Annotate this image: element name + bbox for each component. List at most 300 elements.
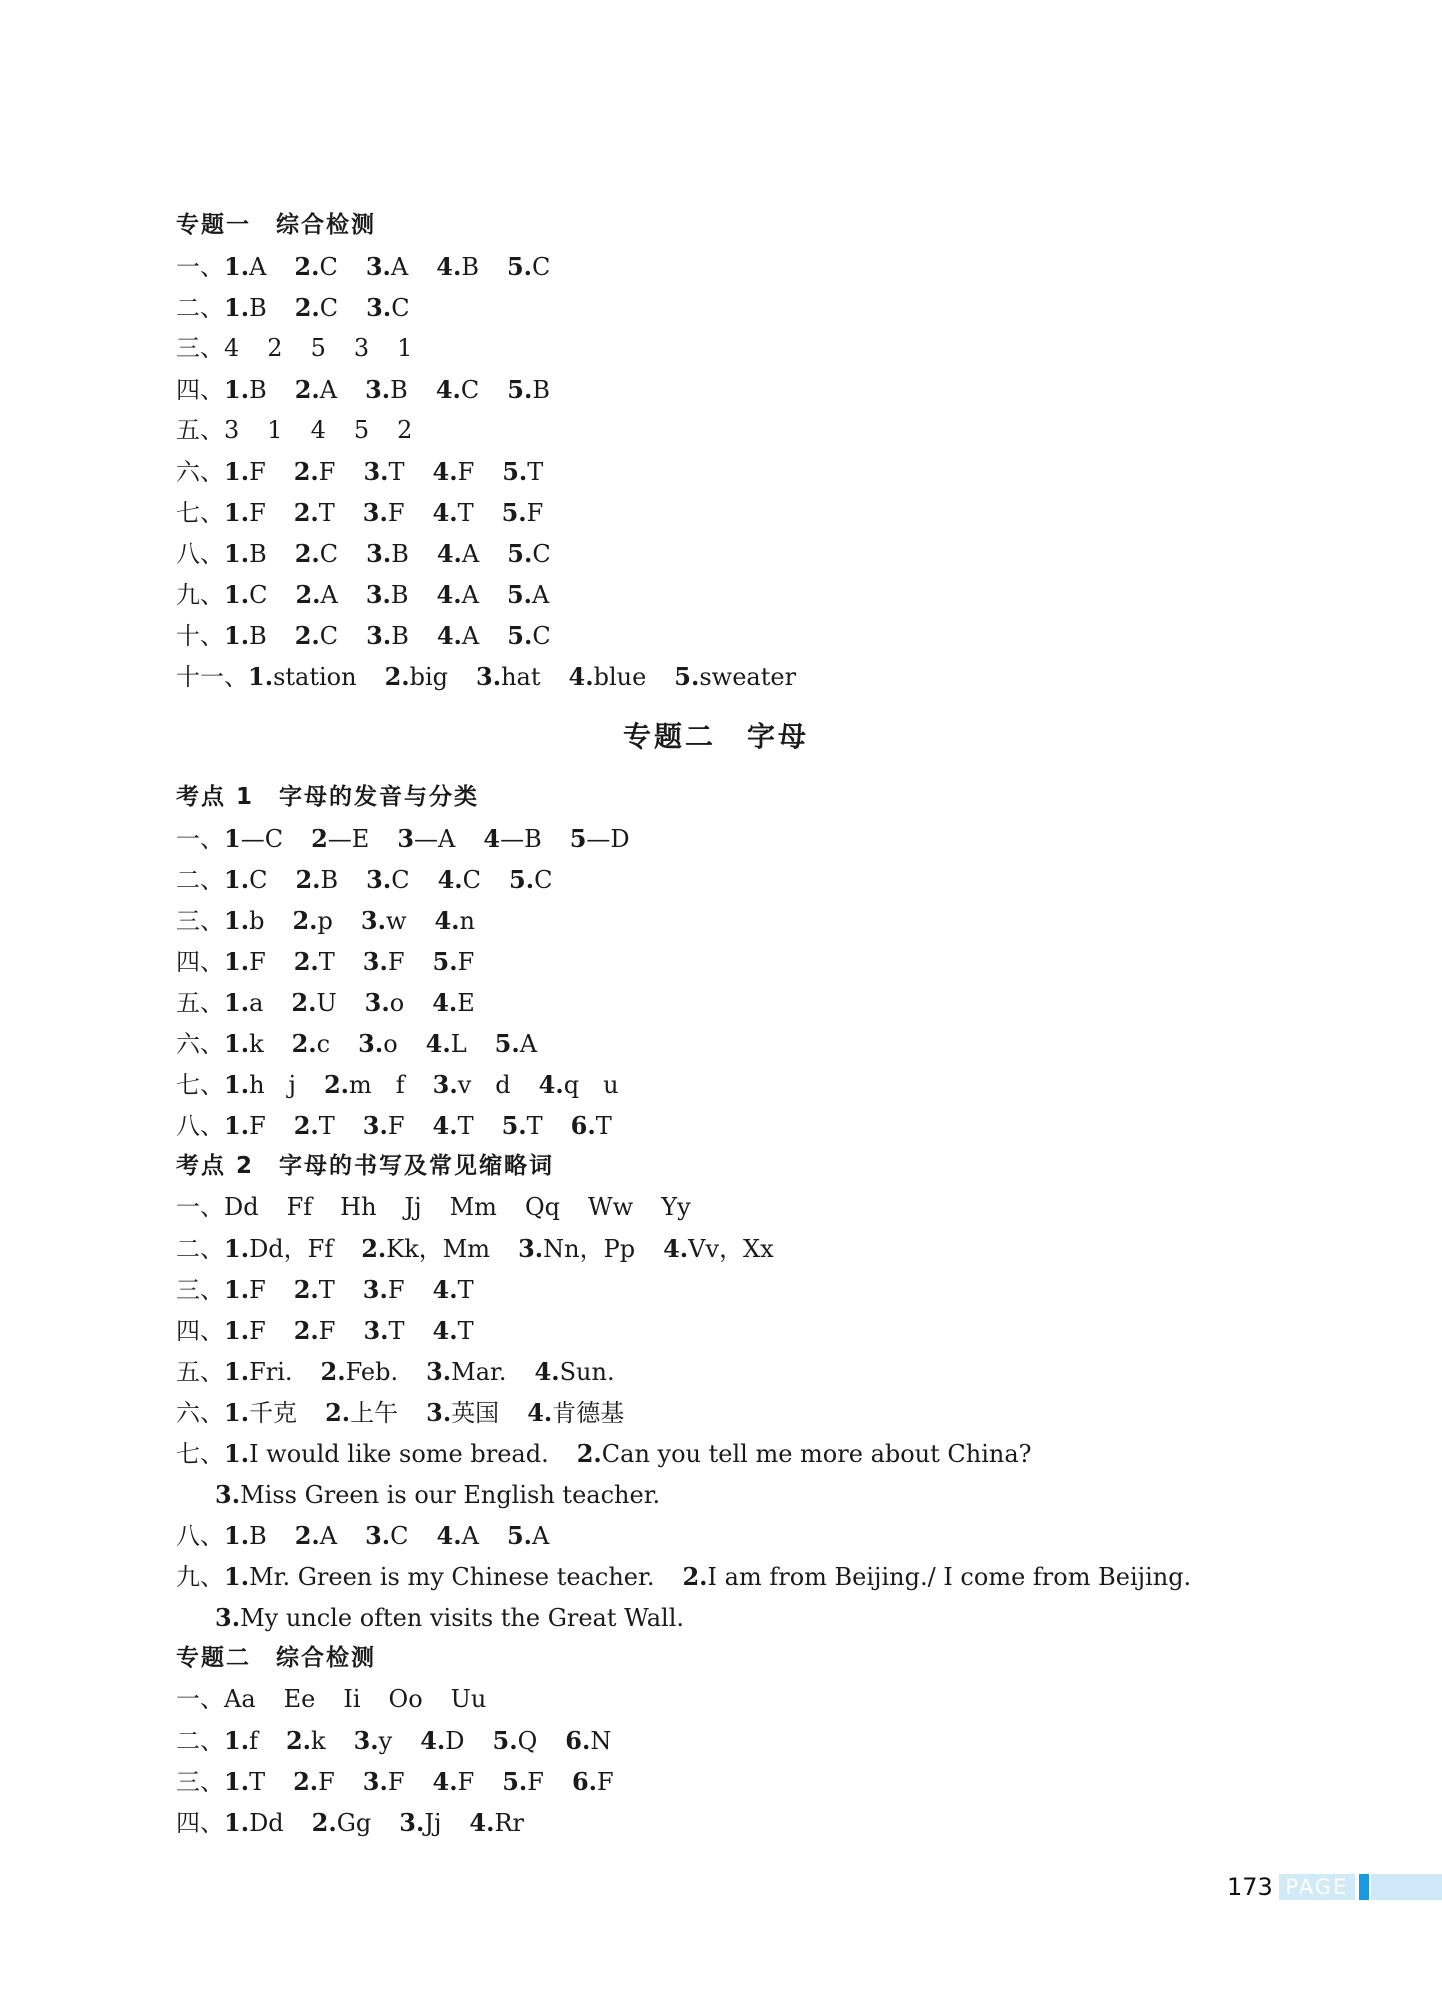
answer-text: F xyxy=(318,1768,335,1796)
answer-number: 3. xyxy=(476,662,502,691)
answer-number: 2. xyxy=(294,621,320,650)
answer-item xyxy=(385,663,448,691)
answer-text: E xyxy=(457,989,475,1017)
answer-row xyxy=(176,1228,1296,1269)
answer-text: F xyxy=(387,1276,405,1304)
answer-item xyxy=(295,581,337,609)
answer-number: 1. xyxy=(224,1234,250,1263)
answer-text: hat xyxy=(501,663,541,691)
subsection-heading: 专题一 综合检测 xyxy=(176,212,376,238)
answer-number: 1. xyxy=(224,498,250,527)
answer-text: B xyxy=(249,540,267,568)
answer-item xyxy=(312,1809,372,1837)
answer-text: B xyxy=(320,866,339,894)
answer-number: 1. xyxy=(224,580,250,609)
answer-number: 3. xyxy=(363,1316,389,1345)
answer-text: Ff xyxy=(286,1193,313,1221)
answer-item xyxy=(224,1358,293,1386)
answer-text: C xyxy=(319,622,339,650)
answer-text: A xyxy=(461,1522,479,1550)
answer-row xyxy=(176,941,1296,982)
answer-number: 3. xyxy=(363,457,389,486)
answer-number: 5. xyxy=(674,662,700,691)
answer-item xyxy=(433,1276,474,1304)
answer-item xyxy=(224,581,267,609)
answer-text: A xyxy=(319,1522,338,1550)
answer-item xyxy=(224,1030,264,1058)
question-group-label: 六、 xyxy=(176,1399,224,1427)
answer-item xyxy=(507,622,550,650)
answer-text: F xyxy=(527,1768,544,1796)
answer-text: T xyxy=(318,499,335,527)
answer-number: 1. xyxy=(224,457,250,486)
answer-number: 5. xyxy=(432,947,458,976)
answer-number: 4. xyxy=(527,1398,553,1427)
answer-text: B xyxy=(391,540,409,568)
answer-row xyxy=(176,656,1296,697)
answer-number: 3. xyxy=(362,947,388,976)
question-group-label: 七、 xyxy=(176,1071,224,1099)
answer-text: q u xyxy=(563,1071,619,1099)
answer-text: F xyxy=(457,458,475,486)
answer-number: 1. xyxy=(224,539,250,568)
answer-number: 5. xyxy=(506,1521,533,1550)
answer-item xyxy=(363,458,404,486)
answer-number: 2. xyxy=(682,1562,708,1591)
answer-text: station xyxy=(273,663,357,691)
answer-number: 3. xyxy=(366,293,392,322)
answer-item xyxy=(215,1481,660,1509)
answer-item xyxy=(663,1235,774,1263)
answer-number: 2. xyxy=(325,1398,351,1427)
answer-item xyxy=(224,540,267,568)
answer-item xyxy=(224,907,264,935)
question-group-label: 四、 xyxy=(176,1809,224,1837)
answer-item xyxy=(365,989,405,1017)
answer-text: —A xyxy=(414,825,456,853)
answer-item xyxy=(224,334,239,362)
answer-number: 4. xyxy=(534,1357,560,1386)
page-label: PAGE xyxy=(1279,1874,1355,1900)
answer-number: 3. xyxy=(399,1808,425,1837)
answer-number: 5. xyxy=(506,580,533,609)
answer-text: B xyxy=(249,294,267,322)
answer-text: F xyxy=(526,499,544,527)
answer-item xyxy=(224,294,267,322)
answer-item xyxy=(476,663,540,691)
answer-number: 4. xyxy=(436,539,462,568)
answer-item xyxy=(502,1112,543,1140)
answer-item xyxy=(433,1071,511,1099)
answer-text: F xyxy=(387,1768,405,1796)
answer-item xyxy=(493,1727,538,1755)
answer-item xyxy=(507,581,549,609)
answer-text: Aa xyxy=(224,1685,256,1713)
answer-item xyxy=(311,825,369,853)
answer-text: A xyxy=(532,581,550,609)
answer-text: B xyxy=(249,376,267,404)
answer-text: F xyxy=(457,948,475,976)
answer-number: 1. xyxy=(224,1726,250,1755)
answer-text: F xyxy=(318,1317,336,1345)
answer-number: 5. xyxy=(501,1111,527,1140)
answer-row xyxy=(176,369,1296,410)
answer-text: C xyxy=(391,866,410,894)
answer-item xyxy=(366,294,409,322)
answer-number: 5. xyxy=(502,1767,528,1796)
answer-text: 4 xyxy=(224,334,240,362)
answer-item xyxy=(294,253,337,281)
answer-text: 3 xyxy=(224,416,240,444)
answer-text: B xyxy=(390,376,408,404)
answer-number: 3. xyxy=(432,1070,458,1099)
answer-text: B xyxy=(391,622,409,650)
answer-number: 1. xyxy=(224,988,250,1017)
answer-number: 3. xyxy=(366,621,392,650)
answer-number: 2. xyxy=(293,1767,319,1796)
answer-item xyxy=(366,866,409,894)
answer-item xyxy=(366,581,409,609)
answer-text: o xyxy=(389,989,405,1017)
answer-item xyxy=(434,907,475,935)
answer-item xyxy=(284,1685,316,1713)
answer-item xyxy=(224,622,267,650)
answer-number: 2. xyxy=(294,1521,320,1550)
answer-item xyxy=(311,416,326,444)
answer-text: U xyxy=(316,989,337,1017)
answer-item xyxy=(224,1809,284,1837)
answer-row xyxy=(176,818,1296,859)
answer-row xyxy=(176,1351,1296,1392)
answer-number: 4. xyxy=(436,1521,462,1550)
answer-text: n xyxy=(459,907,476,935)
answer-item xyxy=(224,1440,549,1468)
answer-number: 2 xyxy=(311,824,328,853)
answer-text: C xyxy=(249,866,268,894)
answer-item xyxy=(354,334,369,362)
answer-row xyxy=(176,859,1296,900)
answer-item xyxy=(495,1030,537,1058)
answer-text: Gg xyxy=(336,1809,372,1837)
question-group-label: 六、 xyxy=(176,1030,224,1058)
answer-text: D xyxy=(445,1727,465,1755)
answer-item xyxy=(325,1399,398,1427)
answer-item xyxy=(224,1317,266,1345)
answer-item xyxy=(294,1112,335,1140)
answer-text: T xyxy=(527,458,544,486)
question-group-label: 三、 xyxy=(176,1768,224,1796)
answer-text: F xyxy=(387,948,405,976)
question-group-label: 一、 xyxy=(176,1193,224,1221)
answer-number: 2. xyxy=(293,1316,319,1345)
answer-row xyxy=(176,1433,1296,1474)
answer-item xyxy=(571,1112,612,1140)
answer-number: 3. xyxy=(426,1398,452,1427)
subsection-heading: 专题二 综合检测 xyxy=(176,1645,376,1671)
answer-number: 3. xyxy=(518,1234,544,1263)
page-marker xyxy=(1359,1874,1369,1900)
answer-number: 1. xyxy=(224,1029,250,1058)
answer-number: 4. xyxy=(425,1029,451,1058)
answer-number: 2. xyxy=(293,457,319,486)
answer-item xyxy=(224,1685,256,1713)
answer-text: Vv，Xx xyxy=(688,1235,774,1263)
answer-text: A xyxy=(319,376,338,404)
answer-item xyxy=(248,663,357,691)
answer-item xyxy=(365,376,408,404)
answer-number: 3. xyxy=(362,1767,388,1796)
answer-item xyxy=(224,1563,654,1591)
answer-text: C xyxy=(462,866,482,894)
answer-number: 5. xyxy=(509,865,535,894)
answer-text: Rr xyxy=(494,1809,525,1837)
answer-number: 2. xyxy=(311,1808,337,1837)
answer-text: L xyxy=(450,1030,467,1058)
answer-text: 千克 xyxy=(249,1399,298,1427)
answer-item xyxy=(507,1522,549,1550)
answer-number: 2. xyxy=(292,906,318,935)
answer-text: T xyxy=(318,1276,335,1304)
question-group-label: 一、 xyxy=(176,825,224,853)
answer-item xyxy=(287,1193,313,1221)
question-group-label: 三、 xyxy=(176,1276,224,1304)
answer-row xyxy=(176,1269,1296,1310)
answer-item xyxy=(295,1522,337,1550)
answer-number: 1. xyxy=(224,1439,250,1468)
answer-number: 3 xyxy=(397,824,415,853)
answer-item xyxy=(433,499,474,527)
answer-text: w xyxy=(385,907,407,935)
answer-item xyxy=(397,416,412,444)
answer-text: Can you tell me more about China? xyxy=(601,1440,1032,1468)
question-group-label: 五、 xyxy=(176,416,224,444)
answer-text: T xyxy=(457,1317,474,1345)
answer-number: 4. xyxy=(538,1070,564,1099)
answer-row xyxy=(176,533,1296,574)
answer-item xyxy=(295,866,338,894)
answer-row xyxy=(176,1761,1296,1802)
answer-number: 1. xyxy=(224,1316,250,1345)
answer-number: 4. xyxy=(434,906,460,935)
answer-number: 6. xyxy=(570,1111,596,1140)
answer-number: 4. xyxy=(435,375,461,404)
answer-text: T xyxy=(388,458,405,486)
answer-text: Fri. xyxy=(249,1358,293,1386)
answer-item xyxy=(295,294,338,322)
answer-text: A xyxy=(320,581,338,609)
answer-item xyxy=(224,1071,296,1099)
question-group-label: 十、 xyxy=(176,622,224,650)
answer-item xyxy=(294,499,335,527)
answer-text: C xyxy=(319,540,339,568)
answer-item xyxy=(405,1193,422,1221)
answer-number: 1. xyxy=(224,621,250,650)
answer-number: 4. xyxy=(432,1316,458,1345)
answer-number: 2. xyxy=(291,1029,317,1058)
answer-item xyxy=(363,1768,405,1796)
answer-text: N xyxy=(590,1727,612,1755)
answer-item xyxy=(432,989,475,1017)
answer-item xyxy=(437,1522,479,1550)
answer-number: 4. xyxy=(437,865,463,894)
answer-item xyxy=(224,1276,266,1304)
answer-number: 5 xyxy=(569,824,587,853)
answer-row xyxy=(176,574,1296,615)
answer-number: 1. xyxy=(224,293,250,322)
answer-number: 5. xyxy=(507,375,533,404)
answer-text: A xyxy=(390,253,409,281)
answer-number: 4. xyxy=(663,1234,689,1263)
answer-item xyxy=(366,622,409,650)
answer-item xyxy=(426,1399,499,1427)
question-group-label: 五、 xyxy=(176,1358,224,1386)
answer-item xyxy=(502,458,543,486)
answer-number: 1. xyxy=(224,375,250,404)
answer-number: 2. xyxy=(285,1726,312,1755)
answer-text: 5 xyxy=(310,334,326,362)
answer-text: A xyxy=(532,1522,550,1550)
answer-item xyxy=(569,663,647,691)
answer-item xyxy=(343,1685,360,1713)
answer-row xyxy=(176,1556,1296,1597)
answer-row xyxy=(176,328,1296,369)
question-group-label: 九、 xyxy=(176,581,224,609)
answer-text: k xyxy=(249,1030,264,1058)
answer-item xyxy=(224,1399,297,1427)
answer-item xyxy=(502,1768,544,1796)
answer-text: C xyxy=(390,1522,409,1550)
question-group-label: 六、 xyxy=(176,458,224,486)
answer-item xyxy=(433,1112,474,1140)
answer-item xyxy=(509,866,552,894)
answer-item xyxy=(507,540,550,568)
answer-number: 3. xyxy=(365,1521,391,1550)
answer-text: B xyxy=(249,1522,267,1550)
answer-number: 3. xyxy=(362,1275,388,1304)
answer-text: b xyxy=(249,907,265,935)
answer-item xyxy=(365,1522,408,1550)
answer-key xyxy=(176,205,1296,1843)
answer-row xyxy=(176,287,1296,328)
answer-text: c xyxy=(316,1030,331,1058)
answer-item xyxy=(292,1030,331,1058)
answer-text: T xyxy=(388,1317,405,1345)
answer-item xyxy=(436,253,479,281)
answer-text: —C xyxy=(240,825,284,853)
answer-text: f xyxy=(249,1727,258,1755)
question-group-label: 七、 xyxy=(176,1440,224,1468)
answer-text: Mm xyxy=(449,1193,497,1221)
answer-item xyxy=(525,1193,560,1221)
answer-number: 5. xyxy=(492,1726,518,1755)
answer-text: Ee xyxy=(283,1685,316,1713)
answer-row xyxy=(176,410,1296,451)
answer-number: 5. xyxy=(506,252,533,281)
answer-item xyxy=(224,1112,266,1140)
question-group-label: 二、 xyxy=(176,294,224,322)
answer-item xyxy=(366,253,408,281)
answer-item xyxy=(674,663,796,691)
answer-text: C xyxy=(319,253,338,281)
answer-number: 2. xyxy=(320,1357,346,1386)
answer-text: I would like some bread. xyxy=(249,1440,549,1468)
answer-text: Mr. Green is my Chinese teacher. xyxy=(249,1563,655,1591)
answer-item xyxy=(361,907,407,935)
answer-text: F xyxy=(318,458,336,486)
answer-number: 3. xyxy=(366,865,392,894)
answer-number: 3. xyxy=(215,1480,241,1509)
answer-text: F xyxy=(597,1768,614,1796)
answer-text: F xyxy=(249,1276,266,1304)
answer-text: C xyxy=(534,866,553,894)
answer-item xyxy=(224,499,266,527)
answer-text: T xyxy=(595,1112,612,1140)
answer-text: Mar. xyxy=(451,1358,507,1386)
answer-text: Dd xyxy=(224,1193,259,1221)
question-group-label: 八、 xyxy=(176,540,224,568)
answer-text: T xyxy=(457,1112,474,1140)
answer-item xyxy=(420,1727,464,1755)
page-footer xyxy=(1227,1873,1442,1901)
answer-number: 5. xyxy=(494,1029,520,1058)
answer-number: 3. xyxy=(426,1357,452,1386)
answer-number: 4. xyxy=(436,252,462,281)
answer-row xyxy=(176,1720,1296,1761)
answer-number: 2. xyxy=(576,1439,602,1468)
answer-text: B xyxy=(532,376,550,404)
answer-number: 1. xyxy=(248,662,274,691)
answer-number: 5. xyxy=(501,498,527,527)
answer-item xyxy=(295,376,337,404)
question-group-label: 十一、 xyxy=(176,663,248,691)
answer-text: 上午 xyxy=(350,1399,399,1427)
answer-text: F xyxy=(249,948,266,976)
answer-text: Dd，Ff xyxy=(249,1235,334,1263)
answer-item xyxy=(224,253,266,281)
answer-text: Ww xyxy=(588,1193,634,1221)
answer-text: Q xyxy=(517,1727,538,1755)
answer-item xyxy=(535,1358,615,1386)
answer-item xyxy=(363,499,405,527)
answer-text: T xyxy=(457,499,474,527)
answer-number: 3. xyxy=(215,1603,241,1632)
subsection-heading: 考点 2 字母的书写及常见缩略词 xyxy=(176,1153,555,1179)
answer-number: 1. xyxy=(224,1357,250,1386)
answer-item xyxy=(295,540,338,568)
question-group-label: 三、 xyxy=(176,334,224,362)
answer-item xyxy=(294,458,336,486)
answer-item xyxy=(426,1030,467,1058)
answer-number: 4. xyxy=(432,1275,458,1304)
question-group-label: 七、 xyxy=(176,499,224,527)
answer-number: 4. xyxy=(469,1808,495,1837)
section-title: 专题二 字母 xyxy=(622,720,809,753)
answer-text: F xyxy=(249,1317,266,1345)
answer-item xyxy=(397,334,412,362)
answer-item xyxy=(224,458,266,486)
answer-number: 1. xyxy=(224,1767,250,1796)
answer-text: h j xyxy=(249,1071,296,1099)
question-group-label: 二、 xyxy=(176,866,224,894)
answer-item xyxy=(286,1727,326,1755)
answer-number: 2. xyxy=(295,580,321,609)
answer-item xyxy=(451,1685,487,1713)
answer-item xyxy=(682,1563,1191,1591)
answer-text: m f xyxy=(349,1071,405,1099)
answer-row xyxy=(176,1064,1296,1105)
answer-text: —B xyxy=(500,825,542,853)
answer-text: sweater xyxy=(699,663,797,691)
